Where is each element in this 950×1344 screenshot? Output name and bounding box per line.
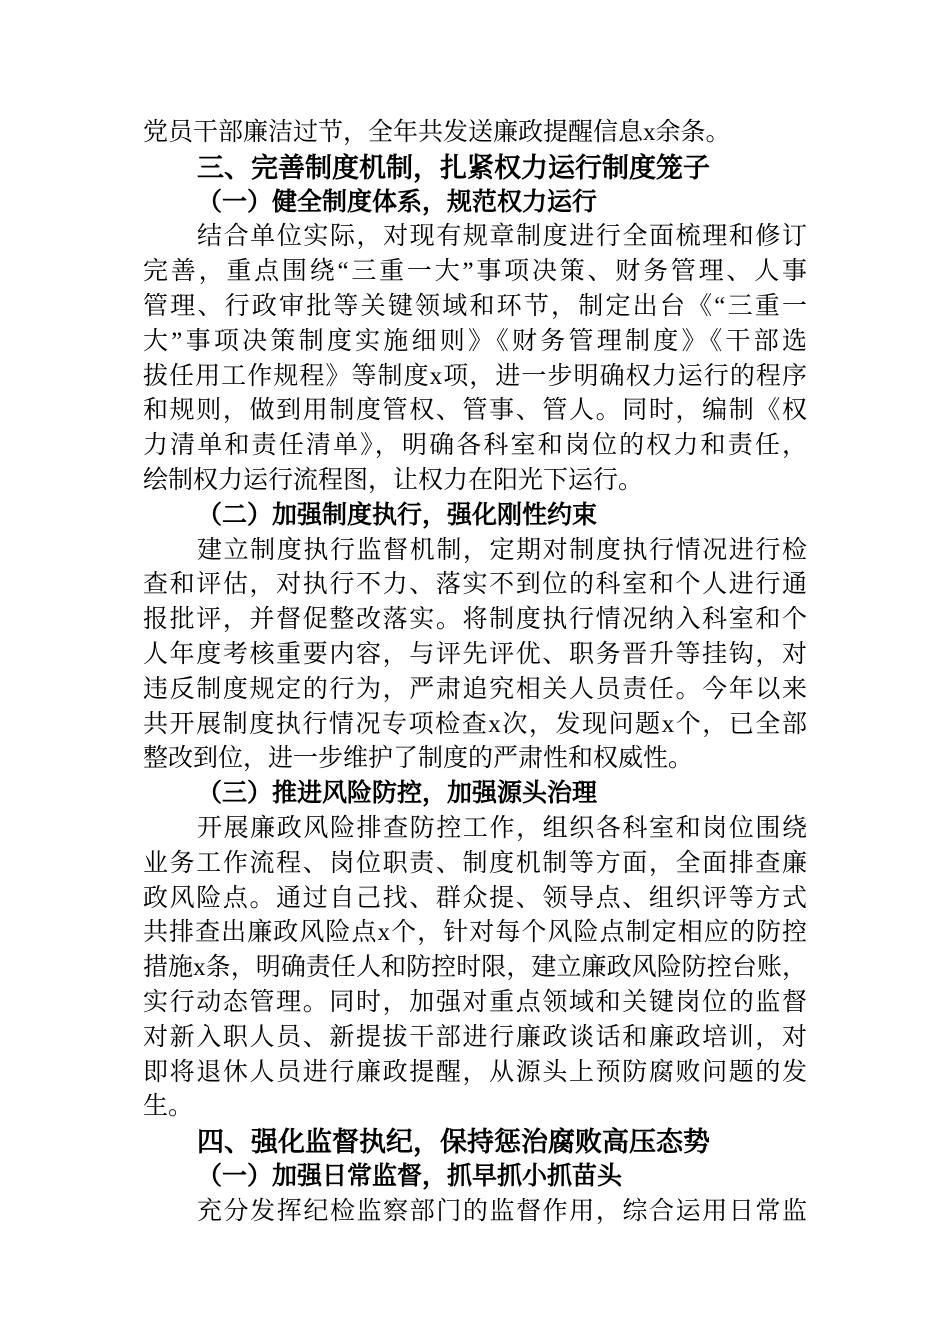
subsection-heading-3-2: （二）加强制度执行，强化刚性约束 bbox=[197, 501, 598, 529]
paragraph-line: 管理、行政审批等关键领域和环节，制定出台《“三重一 bbox=[143, 292, 807, 320]
paragraph-line: 拔任用工作规程》等制度x项，进一步明确权力运行的程序 bbox=[143, 362, 807, 390]
paragraph-line: 实行动态管理。同时，加强对重点领域和关键岗位的监督 bbox=[143, 988, 807, 1016]
paragraph-line: 党员干部廉洁过节，全年共发送廉政提醒信息x余条。 bbox=[143, 119, 731, 146]
paragraph-line: 开展廉政风险排查防控工作，组织各科室和岗位围绕 bbox=[197, 814, 807, 842]
section-heading-3: 三、完善制度机制，扎紧权力运行制度笼子 bbox=[197, 152, 710, 183]
paragraph-line: 报批评，并督促整改落实。将制度执行情况纳入科室和个 bbox=[143, 606, 807, 634]
paragraph-line: 对新入职人员、新提拔干部进行廉政谈话和廉政培训，对 bbox=[143, 1023, 807, 1051]
subsection-heading-3-3: （三）推进风险防控，加强源头治理 bbox=[197, 780, 598, 808]
paragraph-line: 即将退休人员进行廉政提醒，从源头上预防腐败问题的发 bbox=[143, 1058, 807, 1086]
section-heading-4: 四、强化监督执纪，保持惩治腐败高压态势 bbox=[197, 1127, 710, 1158]
paragraph-line: 措施x条，明确责任人和防控时限，建立廉政风险防控台账， bbox=[143, 954, 807, 982]
paragraph-line: 绘制权力运行流程图，让权力在阳光下运行。 bbox=[143, 466, 644, 494]
paragraph-line: 整改到位，进一步维护了制度的严肃性和权威性。 bbox=[143, 745, 694, 773]
paragraph-line: 建立制度执行监督机制，定期对制度执行情况进行检 bbox=[197, 536, 807, 564]
paragraph-line: 共开展制度执行情况专项检查x次，发现问题x个，已全部 bbox=[143, 710, 807, 738]
paragraph-line: 政风险点。通过自己找、群众提、领导点、组织评等方式 bbox=[143, 884, 807, 912]
paragraph-line: 完善，重点围绕“三重一大”事项决策、财务管理、人事 bbox=[143, 258, 807, 286]
paragraph-line: 人年度考核重要内容，与评先评优、职务晋升等挂钩，对 bbox=[143, 640, 807, 668]
paragraph-line: 结合单位实际，对现有规章制度进行全面梳理和修订 bbox=[197, 223, 807, 251]
subsection-heading-3-1: （一）健全制度体系，规范权力运行 bbox=[197, 188, 598, 216]
paragraph-line: 生。 bbox=[143, 1093, 194, 1121]
paragraph-line: 业务工作流程、岗位职责、制度机制等方面，全面排查廉 bbox=[143, 849, 807, 877]
document-text-block bbox=[143, 116, 807, 1230]
paragraph-line: 力清单和责任清单》，明确各科室和岗位的权力和责任， bbox=[143, 432, 807, 460]
paragraph-line: 大”事项决策制度实施细则》《财务管理制度》《干部选 bbox=[143, 327, 807, 355]
subsection-heading-4-1: （一）加强日常监督，抓早抓小抓苗头 bbox=[197, 1162, 623, 1190]
paragraph-line: 违反制度规定的行为，严肃追究相关人员责任。今年以来 bbox=[143, 675, 807, 703]
paragraph-line: 和规则，做到用制度管权、管事、管人。同时，编制《权 bbox=[143, 397, 807, 425]
paragraph-line: 查和评估，对执行不力、落实不到位的科室和个人进行通 bbox=[143, 571, 807, 599]
paragraph-line: 充分发挥纪检监察部门的监督作用，综合运用日常监 bbox=[197, 1197, 807, 1225]
paragraph-line: 共排查出廉政风险点x个，针对每个风险点制定相应的防控 bbox=[143, 919, 807, 947]
